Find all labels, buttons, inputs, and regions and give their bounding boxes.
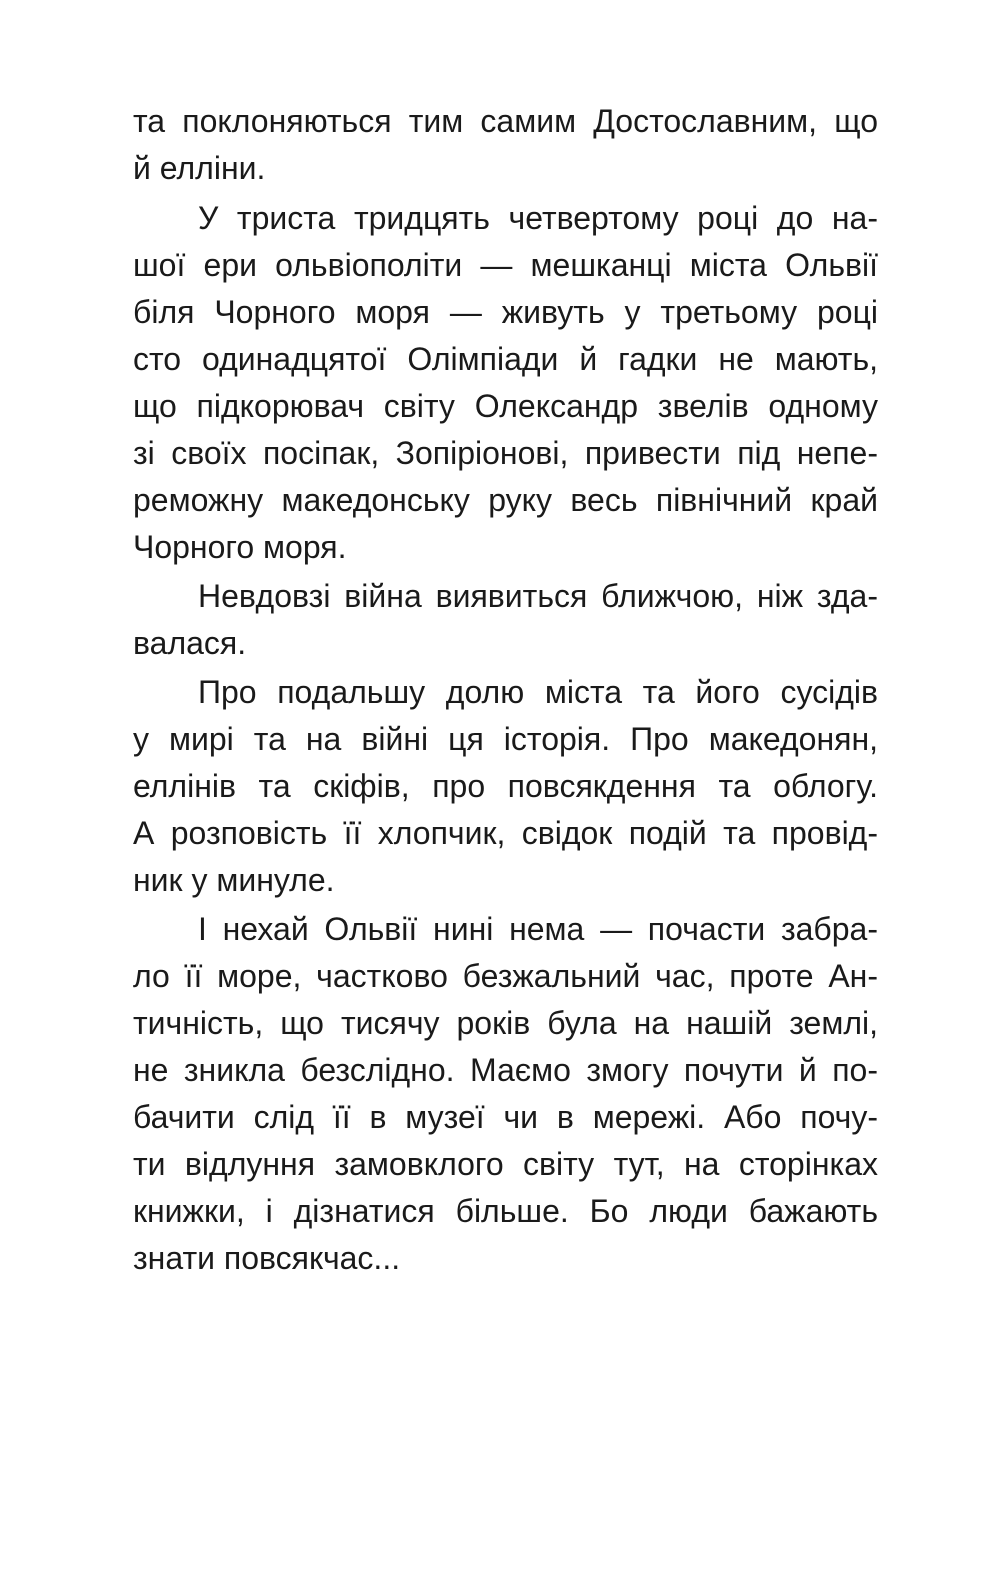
text-line: шої ери ольвіополіти — мешканці міста Ольвії bbox=[133, 247, 878, 283]
text-line: ти відлуння замовклого світу тут, на сторінках bbox=[133, 1146, 878, 1182]
text-line: Про подальшу долю міста та його сусідів bbox=[198, 674, 878, 710]
text-line: книжки, і дізнатися більше. Бо люди бажають bbox=[133, 1193, 878, 1229]
text-line: бачити слід її в музеї чи в мережі. Або почу- bbox=[133, 1099, 878, 1135]
text-line: й елліни. bbox=[133, 150, 266, 186]
text-line: еллінів та скіфів, про повсякдення та облогу. bbox=[133, 768, 878, 804]
text-line: зі своїх посіпак, Зопіріонові, привести під непе- bbox=[133, 435, 878, 471]
text-line: біля Чорного моря — живуть у третьому році bbox=[133, 294, 878, 330]
text-line: сто одинадцятої Олімпіади й гадки не мають, bbox=[133, 341, 878, 377]
text-line: ник у минуле. bbox=[133, 862, 335, 898]
text-line: у мирі та на війні ця історія. Про македонян, bbox=[133, 721, 878, 757]
text-line: знати повсякчас... bbox=[133, 1240, 401, 1276]
text-line: Чорного моря. bbox=[133, 529, 347, 565]
text-line: У триста тридцять четвертому році до на- bbox=[198, 200, 878, 236]
text-line: ло її море, частково безжальний час, проте Ан- bbox=[133, 958, 878, 994]
text-line: що підкорювач світу Олександр звелів одному bbox=[133, 388, 878, 424]
text-line: реможну македонську руку весь північний край bbox=[133, 482, 878, 518]
text-line: валася. bbox=[133, 625, 247, 661]
text-line: Невдовзі війна виявиться ближчою, ніж зда- bbox=[198, 578, 878, 614]
text-line: І нехай Ольвії нині нема — почасти забра- bbox=[198, 911, 878, 947]
text-line: не зникла безслідно. Маємо змогу почути й по- bbox=[133, 1052, 878, 1088]
text-line: та поклоняються тим самим Достославним, що bbox=[133, 103, 878, 139]
text-line: тичність, що тисячу років була на нашій землі, bbox=[133, 1005, 878, 1041]
text-line: А розповість її хлопчик, свідок подій та провід- bbox=[133, 815, 878, 851]
